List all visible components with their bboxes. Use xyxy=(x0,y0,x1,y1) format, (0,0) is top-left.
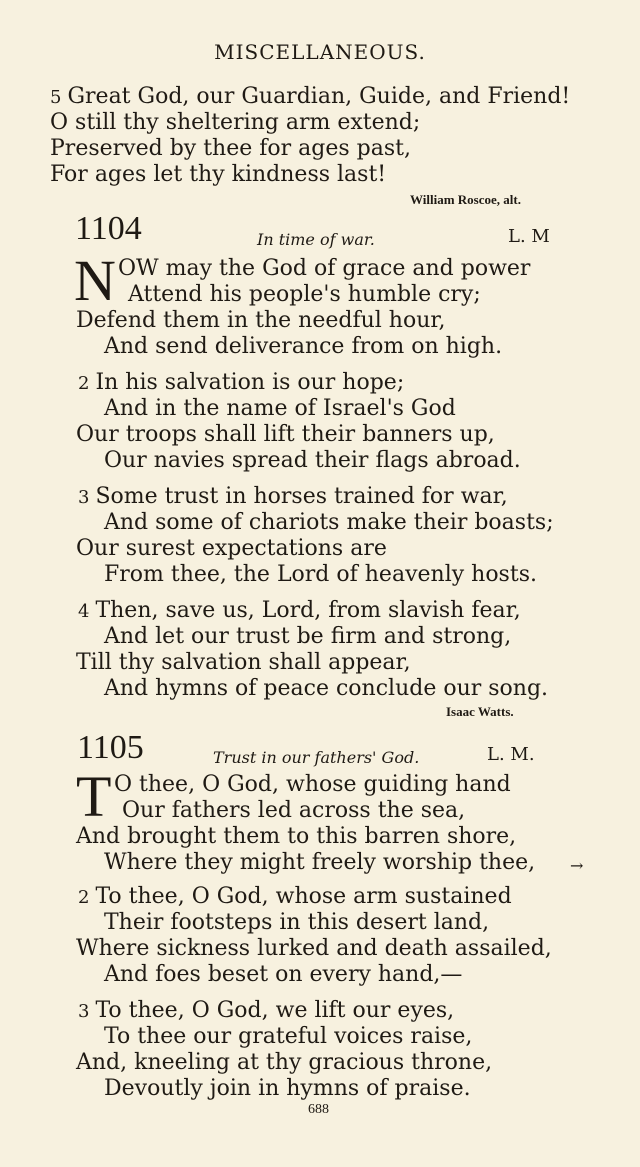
verse-line: Our surest expectations are xyxy=(76,536,387,561)
hymn-number-1104: 1104 xyxy=(75,210,142,247)
hymn-occasion: In time of war. xyxy=(257,230,375,249)
stanza-number: 3 xyxy=(78,487,90,508)
page-header: MISCELLANEOUS. xyxy=(214,40,426,64)
page-number: 688 xyxy=(308,1102,329,1117)
verse-line: Defend them in the needful hour, xyxy=(76,308,446,333)
author-credit: Isaac Watts. xyxy=(446,704,514,719)
hymn-occasion: Trust in our fathers' God. xyxy=(213,748,420,767)
verse-line: And hymns of peace conclude our song. xyxy=(104,676,549,701)
verse-line: And brought them to this barren shore, xyxy=(76,824,517,849)
verse-line: O thee, O God, whose guiding hand xyxy=(114,772,511,797)
verse-line: To thee our grateful voices raise, xyxy=(104,1024,473,1049)
prev-stanza-line-1 xyxy=(50,86,570,108)
verse-line xyxy=(78,372,404,394)
verse-line xyxy=(78,1000,454,1022)
stanza-number: 4 xyxy=(78,601,90,622)
verse-line: Our navies spread their flags abroad. xyxy=(104,448,521,473)
verse-line: And foes beset on every hand,— xyxy=(104,962,463,987)
prev-stanza-line-2: O still thy sheltering arm extend; xyxy=(50,110,421,135)
verse-line xyxy=(78,600,521,622)
verse-line: And let our trust be firm and strong, xyxy=(104,624,512,649)
verse-line: And in the name of Israel's God xyxy=(104,396,456,421)
verse-text: To thee, O God, we lift our eyes, xyxy=(95,998,455,1023)
drop-cap-letter: T xyxy=(76,764,112,829)
verse-line: Where they might freely worship thee, xyxy=(104,850,536,875)
verse-line: Our fathers led across the sea, xyxy=(122,798,466,823)
verse-line: Our troops shall lift their banners up, xyxy=(76,422,495,447)
verse-text: Great God, our Guardian, Guide, and Friend! xyxy=(67,84,571,109)
verse-line: Attend his people's humble cry; xyxy=(128,282,481,307)
verse-text: To thee, O God, whose arm sustained xyxy=(95,884,512,909)
prev-stanza-line-4: For ages let thy kindness last! xyxy=(50,162,387,187)
verse-line: Devoutly join in hymns of praise. xyxy=(104,1076,471,1101)
hymn-meter: L. M. xyxy=(487,744,535,765)
turn-arrow-icon: → xyxy=(570,856,584,875)
author-credit: William Roscoe, alt. xyxy=(410,192,521,207)
stanza-number: 5 xyxy=(50,87,62,108)
verse-line: Where sickness lurked and death assailed, xyxy=(76,936,552,961)
drop-cap-letter: N xyxy=(74,248,116,313)
verse-line: And some of chariots make their boasts; xyxy=(104,510,554,535)
stanza-number: 2 xyxy=(78,887,90,908)
prev-stanza-line-3: Preserved by thee for ages past, xyxy=(50,136,411,161)
verse-text: In his salvation is our hope; xyxy=(95,370,405,395)
hymn-number-1105: 1105 xyxy=(77,729,144,766)
hymn-meter: L. M xyxy=(508,226,550,247)
verse-line xyxy=(78,486,508,508)
verse-line: Their footsteps in this desert land, xyxy=(104,910,490,935)
verse-text: Some trust in horses trained for war, xyxy=(95,484,508,509)
verse-line: OW may the God of grace and power xyxy=(118,256,531,281)
verse-text: Then, save us, Lord, from slavish fear, xyxy=(95,598,521,623)
stanza-number: 3 xyxy=(78,1001,90,1022)
verse-line: From thee, the Lord of heavenly hosts. xyxy=(104,562,537,587)
verse-line xyxy=(78,886,512,908)
verse-line: And send deliverance from on high. xyxy=(104,334,503,359)
verse-line: And, kneeling at thy gracious throne, xyxy=(76,1050,493,1075)
verse-line: Till thy salvation shall appear, xyxy=(76,650,411,675)
stanza-number: 2 xyxy=(78,373,90,394)
